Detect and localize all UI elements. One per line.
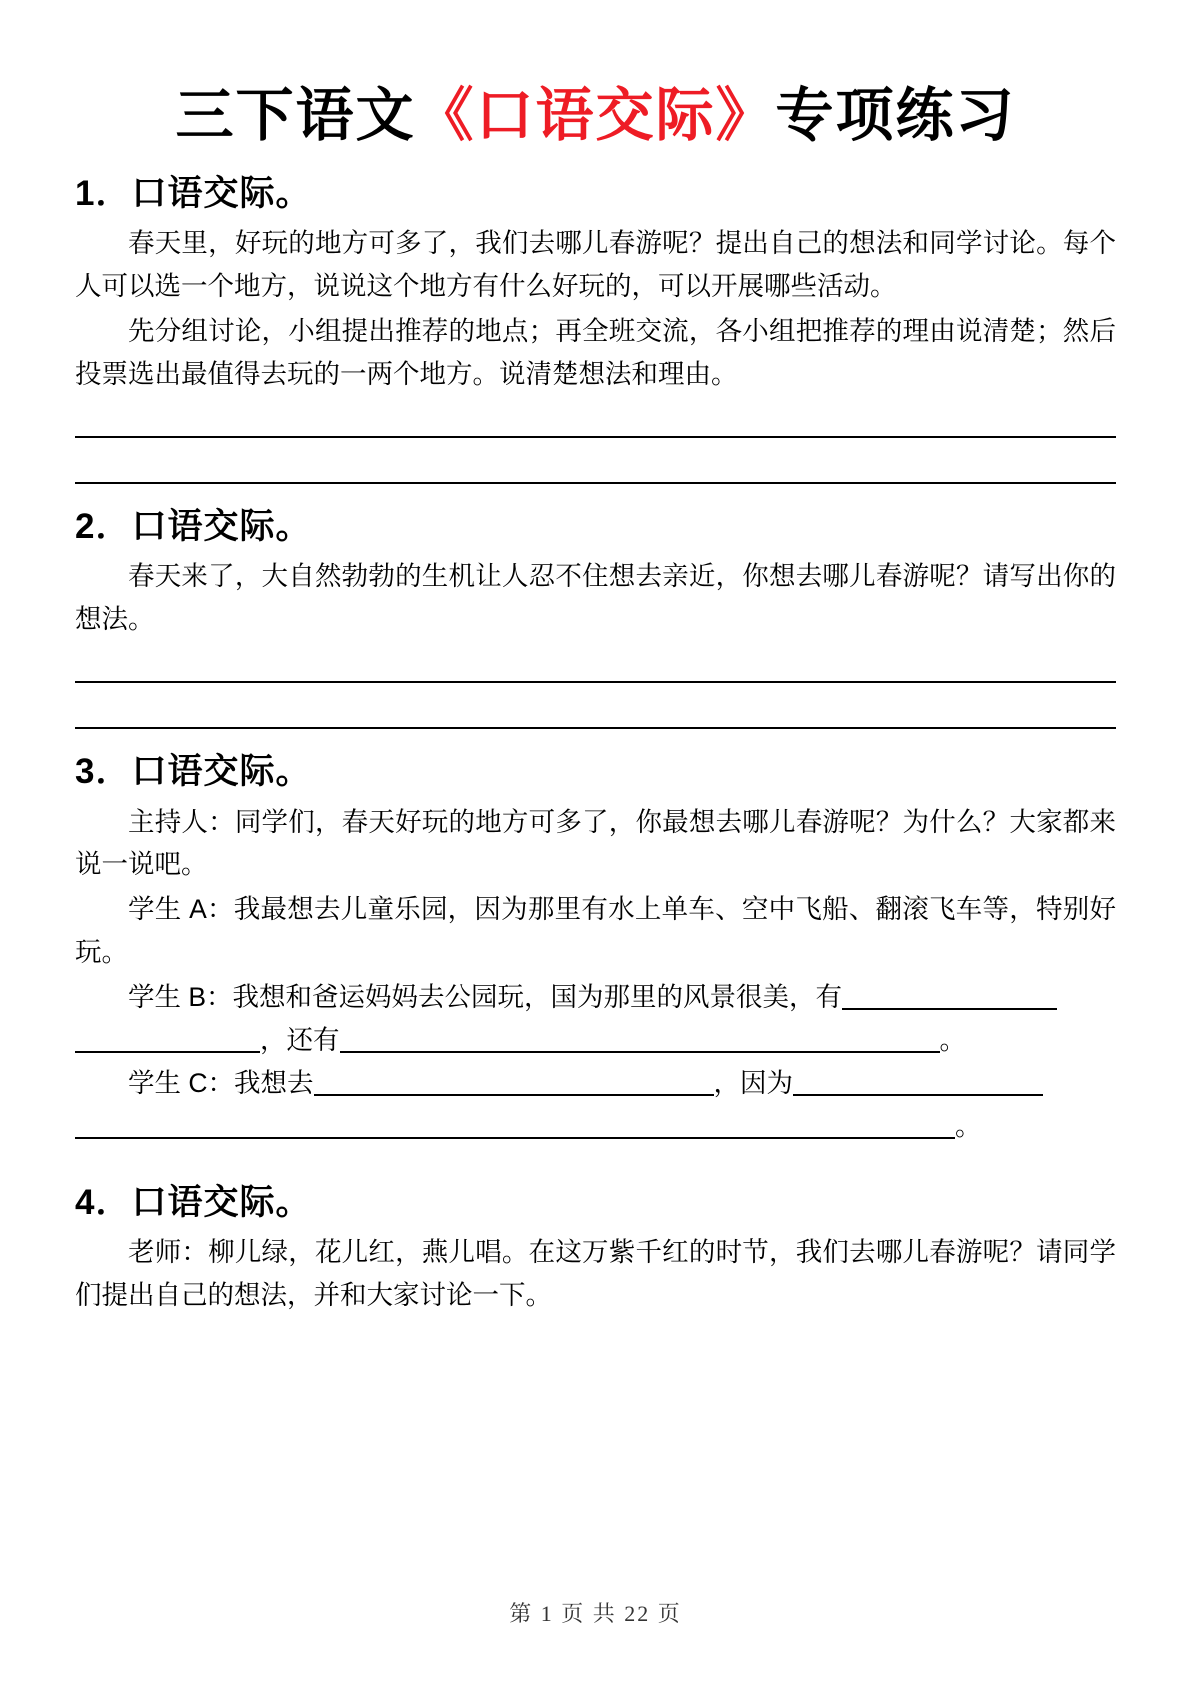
question-4-heading: 4．口语交际。: [75, 1182, 312, 1222]
student-b-prefix: 学生 B：我想和爸运妈妈去公园玩，国为那里的风景很美，有: [128, 982, 843, 1013]
question-2-paragraph-1: 春天来了，大自然勃勃的生机让人忍不住想去亲近，你想去哪儿春游呢？请写出你的想法。: [75, 561, 1116, 635]
question-3-paragraph-1: 主持人：同学们，春天好玩的地方可多了，你最想去哪儿春游呢？为什么？大家都来说一说吧。: [75, 806, 1116, 880]
question-1-paragraph-2: 先分组讨论，小组提出推荐的地点；再全班交流，各小组把推荐的理由说清楚；然后投票选出最值得去玩的一两个地方。说清楚想法和理由。: [75, 315, 1116, 389]
question-3-student-b-line: [75, 976, 1116, 1019]
student-b-mid: ，还有: [260, 1025, 340, 1056]
question-3-paragraph-2: 学生 A：我最想去儿童乐园，因为那里有水上单车、空中飞船、翻滚飞车等，特别好玩。: [75, 894, 1116, 968]
blank-field[interactable]: [793, 1068, 1043, 1096]
question-2-heading: 2．口语交际。: [75, 506, 312, 546]
question-4-paragraph-1: 老师：柳儿绿，花儿红，燕儿唱。在这万紫千红的时节，我们去哪儿春游呢？请同学们提出自己的想法，并和大家讨论一下。: [75, 1237, 1116, 1311]
page-title: [75, 80, 1116, 153]
title-prefix: 三下语文: [175, 83, 416, 148]
student-c-prefix: 学生 C：我想去: [128, 1068, 314, 1099]
student-b-end: 。: [939, 1025, 966, 1056]
student-c-mid: ，因为: [713, 1068, 793, 1099]
blank-field[interactable]: [842, 982, 1057, 1010]
question-3-student-c-line: [75, 1062, 1116, 1105]
blank-field[interactable]: [340, 1025, 940, 1053]
blank-field[interactable]: [75, 1111, 955, 1139]
title-suffix: 专项练习: [775, 83, 1016, 148]
blank-field[interactable]: [314, 1068, 714, 1096]
question-1-paragraph-1: 春天里，好玩的地方可多了，我们去哪儿春游呢？提出自己的想法和同学讨论。每个人可以选一个地方，说说这个地方有什么好玩的，可以开展哪些活动。: [75, 228, 1116, 301]
answer-line[interactable]: [75, 436, 1116, 438]
question-3-student-c-line-2: [75, 1105, 1116, 1148]
question-3-student-b-line-2: [75, 1019, 1116, 1062]
student-c-end: 。: [955, 1110, 982, 1141]
title-highlight: 《口语交际》: [415, 83, 776, 148]
answer-line[interactable]: [75, 681, 1116, 683]
question-1-heading: 1．口语交际。: [75, 173, 312, 213]
question-3-heading: 3．口语交际。: [75, 752, 312, 792]
blank-field[interactable]: [75, 1025, 260, 1053]
page-footer: 第 1 页 共 22 页: [509, 1601, 682, 1626]
